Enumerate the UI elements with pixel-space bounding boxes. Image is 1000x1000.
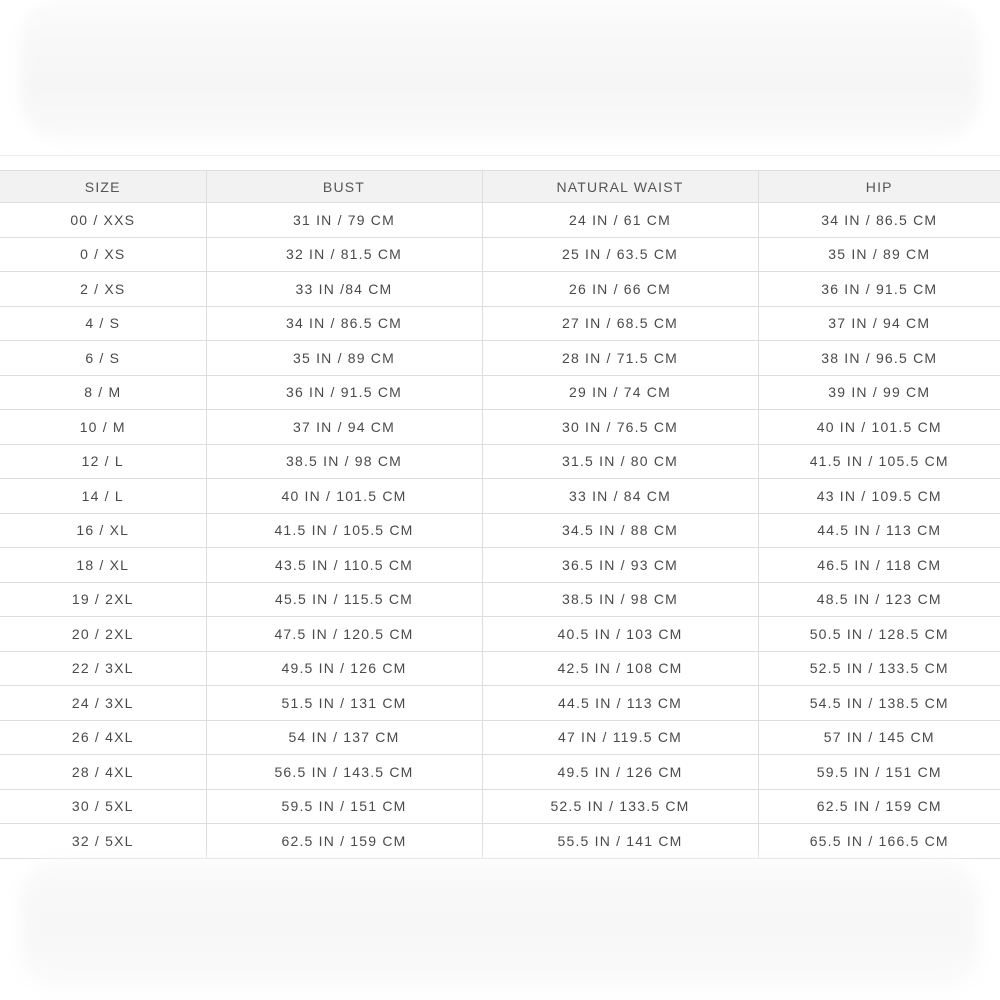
natural-waist-cell: 28 IN / 71.5 CM: [482, 341, 758, 376]
size-cell: 30 / 5XL: [0, 789, 206, 824]
size-cell: 22 / 3XL: [0, 651, 206, 686]
size-cell: 20 / 2XL: [0, 617, 206, 652]
natural-waist-cell: 27 IN / 68.5 CM: [482, 306, 758, 341]
size-cell: 4 / S: [0, 306, 206, 341]
bust-cell: 49.5 IN / 126 CM: [206, 651, 482, 686]
table-row: [0, 513, 1000, 548]
table-row: [0, 789, 1000, 824]
bust-cell: 33 IN /84 CM: [206, 272, 482, 307]
natural-waist-cell: 49.5 IN / 126 CM: [482, 755, 758, 790]
natural-waist-cell: 55.5 IN / 141 CM: [482, 824, 758, 859]
hip-cell: 41.5 IN / 105.5 CM: [758, 444, 1000, 479]
hip-cell: 40 IN / 101.5 CM: [758, 410, 1000, 445]
hip-cell: 38 IN / 96.5 CM: [758, 341, 1000, 376]
natural-waist-cell: 47 IN / 119.5 CM: [482, 720, 758, 755]
size-cell: 12 / L: [0, 444, 206, 479]
size-cell: 19 / 2XL: [0, 582, 206, 617]
table-row: [0, 444, 1000, 479]
bust-cell: 59.5 IN / 151 CM: [206, 789, 482, 824]
bust-cell: 38.5 IN / 98 CM: [206, 444, 482, 479]
top-background-area: [20, 0, 980, 140]
column-header-natural-waist: NATURAL WAIST: [482, 171, 758, 203]
hip-cell: 39 IN / 99 CM: [758, 375, 1000, 410]
table-row: [0, 824, 1000, 859]
table-row: [0, 548, 1000, 583]
bust-cell: 45.5 IN / 115.5 CM: [206, 582, 482, 617]
table-row: [0, 272, 1000, 307]
table-row: [0, 755, 1000, 790]
table-row: [0, 651, 1000, 686]
natural-waist-cell: 52.5 IN / 133.5 CM: [482, 789, 758, 824]
hip-cell: 54.5 IN / 138.5 CM: [758, 686, 1000, 721]
natural-waist-cell: 36.5 IN / 93 CM: [482, 548, 758, 583]
size-cell: 18 / XL: [0, 548, 206, 583]
natural-waist-cell: 31.5 IN / 80 CM: [482, 444, 758, 479]
natural-waist-cell: 24 IN / 61 CM: [482, 203, 758, 238]
hip-cell: 57 IN / 145 CM: [758, 720, 1000, 755]
natural-waist-cell: 30 IN / 76.5 CM: [482, 410, 758, 445]
size-cell: 14 / L: [0, 479, 206, 514]
size-chart-table: [0, 170, 1000, 859]
table-row: [0, 341, 1000, 376]
natural-waist-cell: 44.5 IN / 113 CM: [482, 686, 758, 721]
table-row: [0, 237, 1000, 272]
hip-cell: 37 IN / 94 CM: [758, 306, 1000, 341]
size-cell: 10 / M: [0, 410, 206, 445]
bust-cell: 36 IN / 91.5 CM: [206, 375, 482, 410]
natural-waist-cell: 29 IN / 74 CM: [482, 375, 758, 410]
bust-cell: 41.5 IN / 105.5 CM: [206, 513, 482, 548]
table-row: [0, 479, 1000, 514]
hip-cell: 36 IN / 91.5 CM: [758, 272, 1000, 307]
size-cell: 0 / XS: [0, 237, 206, 272]
bust-cell: 47.5 IN / 120.5 CM: [206, 617, 482, 652]
bust-cell: 62.5 IN / 159 CM: [206, 824, 482, 859]
natural-waist-cell: 38.5 IN / 98 CM: [482, 582, 758, 617]
hip-cell: 50.5 IN / 128.5 CM: [758, 617, 1000, 652]
table-row: [0, 203, 1000, 238]
table-row: [0, 375, 1000, 410]
hip-cell: 59.5 IN / 151 CM: [758, 755, 1000, 790]
column-header-hip: HIP: [758, 171, 1000, 203]
table-body: [0, 203, 1000, 859]
size-cell: 8 / M: [0, 375, 206, 410]
bust-cell: 51.5 IN / 131 CM: [206, 686, 482, 721]
hip-cell: 48.5 IN / 123 CM: [758, 582, 1000, 617]
hip-cell: 46.5 IN / 118 CM: [758, 548, 1000, 583]
hip-cell: 52.5 IN / 133.5 CM: [758, 651, 1000, 686]
bust-cell: 37 IN / 94 CM: [206, 410, 482, 445]
size-cell: 00 / XXS: [0, 203, 206, 238]
natural-waist-cell: 33 IN / 84 CM: [482, 479, 758, 514]
bust-cell: 56.5 IN / 143.5 CM: [206, 755, 482, 790]
size-cell: 28 / 4XL: [0, 755, 206, 790]
column-header-size: SIZE: [0, 171, 206, 203]
table-row: [0, 410, 1000, 445]
header-row: [0, 171, 1000, 203]
size-cell: 24 / 3XL: [0, 686, 206, 721]
size-cell: 32 / 5XL: [0, 824, 206, 859]
size-cell: 16 / XL: [0, 513, 206, 548]
natural-waist-cell: 42.5 IN / 108 CM: [482, 651, 758, 686]
size-cell: 6 / S: [0, 341, 206, 376]
natural-waist-cell: 40.5 IN / 103 CM: [482, 617, 758, 652]
natural-waist-cell: 34.5 IN / 88 CM: [482, 513, 758, 548]
hip-cell: 34 IN / 86.5 CM: [758, 203, 1000, 238]
natural-waist-cell: 25 IN / 63.5 CM: [482, 237, 758, 272]
bust-cell: 35 IN / 89 CM: [206, 341, 482, 376]
table-row: [0, 686, 1000, 721]
table-row: [0, 720, 1000, 755]
column-header-bust: BUST: [206, 171, 482, 203]
table-row: [0, 306, 1000, 341]
natural-waist-cell: 26 IN / 66 CM: [482, 272, 758, 307]
hip-cell: 35 IN / 89 CM: [758, 237, 1000, 272]
hip-cell: 44.5 IN / 113 CM: [758, 513, 1000, 548]
table-row: [0, 582, 1000, 617]
size-cell: 26 / 4XL: [0, 720, 206, 755]
top-divider: [0, 155, 1000, 156]
bust-cell: 43.5 IN / 110.5 CM: [206, 548, 482, 583]
hip-cell: 43 IN / 109.5 CM: [758, 479, 1000, 514]
bust-cell: 32 IN / 81.5 CM: [206, 237, 482, 272]
hip-cell: 62.5 IN / 159 CM: [758, 789, 1000, 824]
size-cell: 2 / XS: [0, 272, 206, 307]
hip-cell: 65.5 IN / 166.5 CM: [758, 824, 1000, 859]
table-header: [0, 171, 1000, 203]
table-row: [0, 617, 1000, 652]
bust-cell: 31 IN / 79 CM: [206, 203, 482, 238]
bust-cell: 40 IN / 101.5 CM: [206, 479, 482, 514]
bust-cell: 54 IN / 137 CM: [206, 720, 482, 755]
bust-cell: 34 IN / 86.5 CM: [206, 306, 482, 341]
bottom-background-area: [20, 860, 980, 990]
